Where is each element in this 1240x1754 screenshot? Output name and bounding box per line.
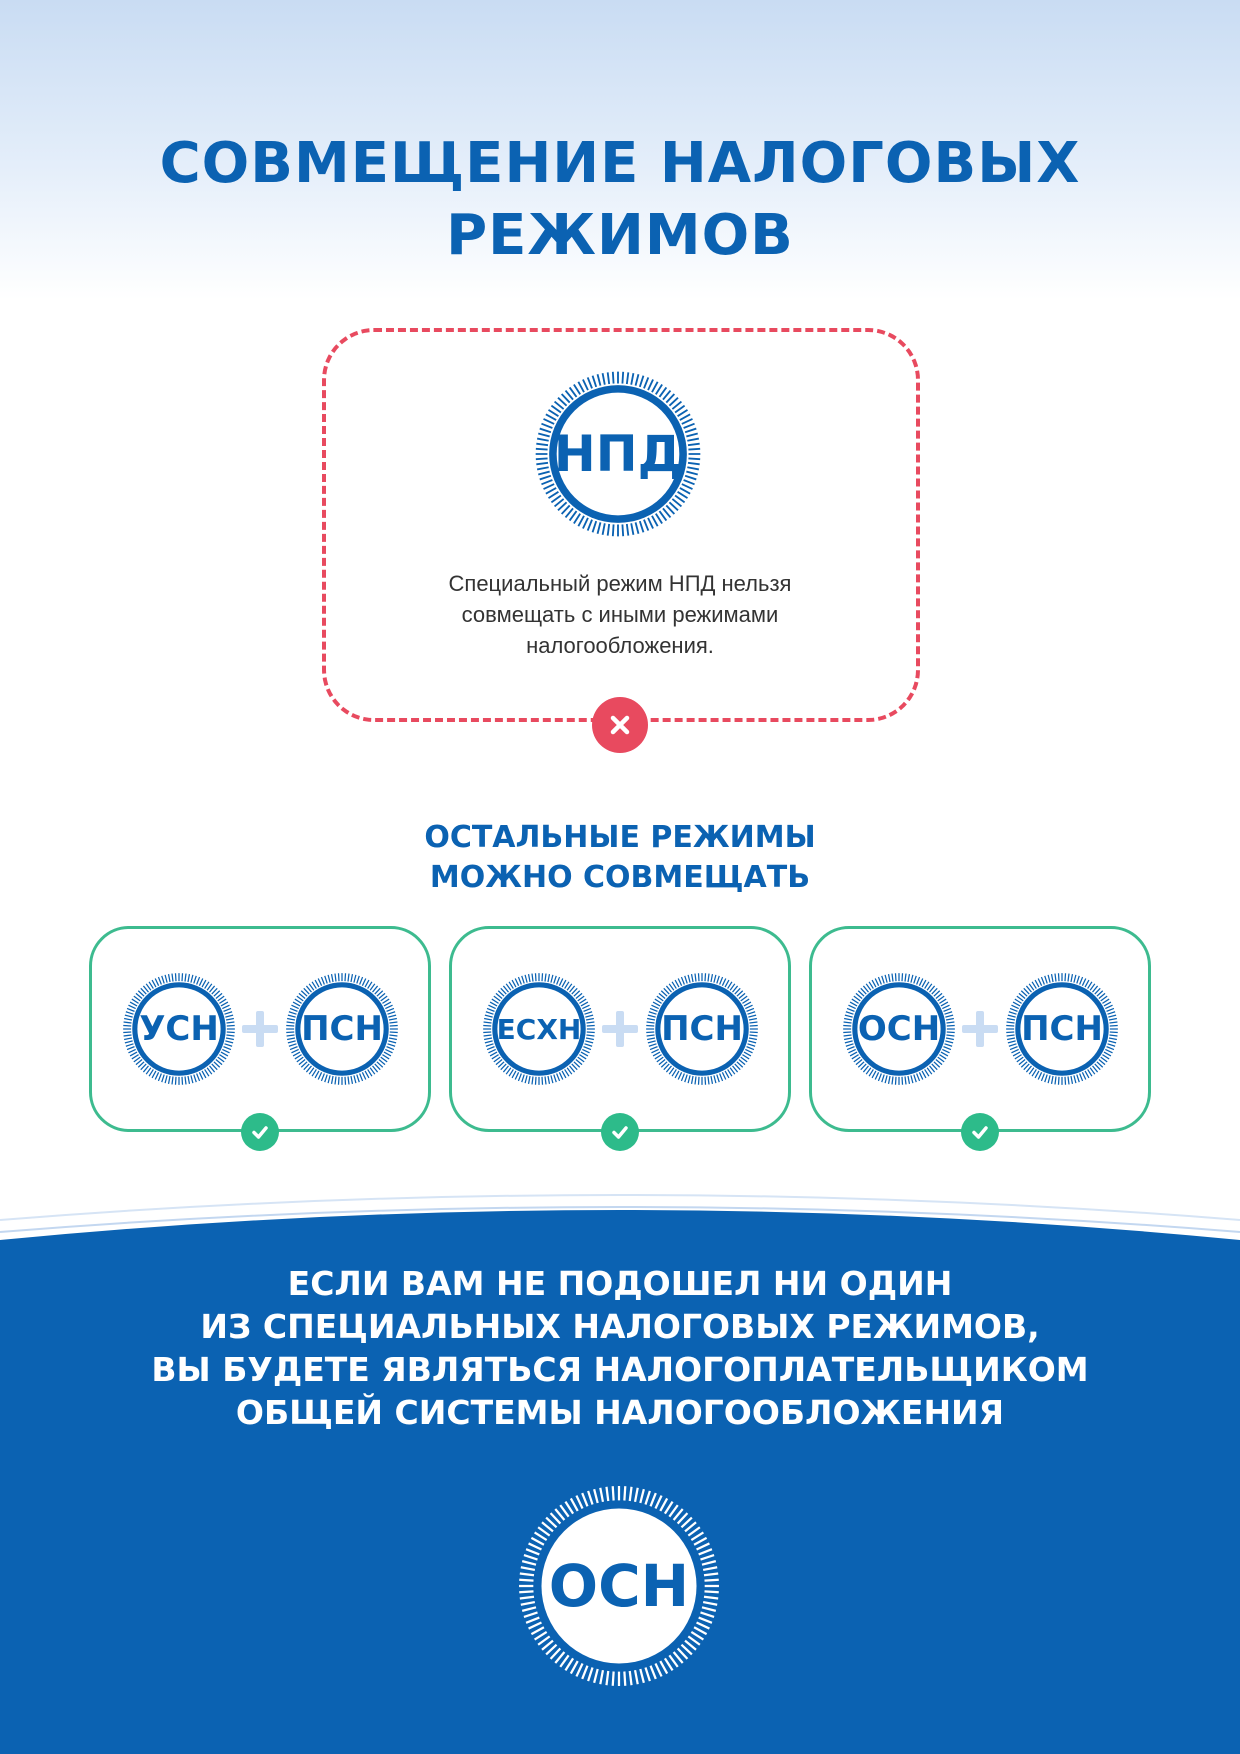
bottom-message-line: ВЫ БУДЕТЕ ЯВЛЯТЬСЯ НАЛОГОПЛАТЕЛЬЩИКОМ xyxy=(151,1350,1089,1389)
check-badge xyxy=(601,1113,639,1151)
osn-main-stamp xyxy=(517,1484,721,1688)
psn-stamp xyxy=(1005,972,1119,1086)
page-title-line: СОВМЕЩЕНИЕ НАЛОГОВЫХ xyxy=(159,131,1081,196)
bottom-message-line: ИЗ СПЕЦИАЛЬНЫХ НАЛОГОВЫХ РЕЖИМОВ, xyxy=(200,1307,1040,1346)
npd-stamp-label: НПД xyxy=(553,425,683,483)
psn-stamp-label: ПСН xyxy=(1021,1009,1103,1049)
combinable-title xyxy=(0,818,1240,898)
eskhn-stamp xyxy=(482,972,596,1086)
osn-stamp-label: ОСН xyxy=(857,1009,941,1049)
cross-badge xyxy=(592,697,648,753)
psn-stamp xyxy=(645,972,759,1086)
bottom-message-line: ОБЩЕЙ СИСТЕМЫ НАЛОГООБЛОЖЕНИЯ xyxy=(235,1393,1005,1432)
eskhn-stamp-label: ЕСХН xyxy=(496,1012,582,1046)
check-badge xyxy=(241,1113,279,1151)
check-icon xyxy=(250,1122,270,1142)
usn-stamp-label: УСН xyxy=(139,1009,219,1049)
npd-description-line: Специальный режим НПД нельзя xyxy=(448,571,792,596)
plus-icon xyxy=(602,1011,638,1047)
plus-icon xyxy=(962,1011,998,1047)
npd-description-line: налогообложения. xyxy=(526,633,714,658)
combinable-title-line: ОСТАЛЬНЫЕ РЕЖИМЫ xyxy=(424,820,816,855)
npd-stamp xyxy=(534,370,702,538)
psn-stamp xyxy=(285,972,399,1086)
bottom-message xyxy=(0,1262,1240,1434)
check-badge xyxy=(961,1113,999,1151)
plus-icon xyxy=(242,1011,278,1047)
psn-stamp-label: ПСН xyxy=(661,1009,743,1049)
usn-stamp xyxy=(122,972,236,1086)
npd-description-line: совмещать с иными режимами xyxy=(461,602,779,627)
cross-icon xyxy=(608,713,632,737)
page-title xyxy=(0,128,1240,272)
osn-main-stamp-label: ОСН xyxy=(548,1552,690,1620)
check-icon xyxy=(970,1122,990,1142)
npd-description xyxy=(380,568,860,661)
check-icon xyxy=(610,1122,630,1142)
bottom-message-line: ЕСЛИ ВАМ НЕ ПОДОШЕЛ НИ ОДИН xyxy=(287,1264,953,1303)
osn-stamp xyxy=(842,972,956,1086)
combinable-title-line: МОЖНО СОВМЕЩАТЬ xyxy=(429,860,811,895)
psn-stamp-label: ПСН xyxy=(301,1009,383,1049)
page-title-line: РЕЖИМОВ xyxy=(446,203,794,268)
